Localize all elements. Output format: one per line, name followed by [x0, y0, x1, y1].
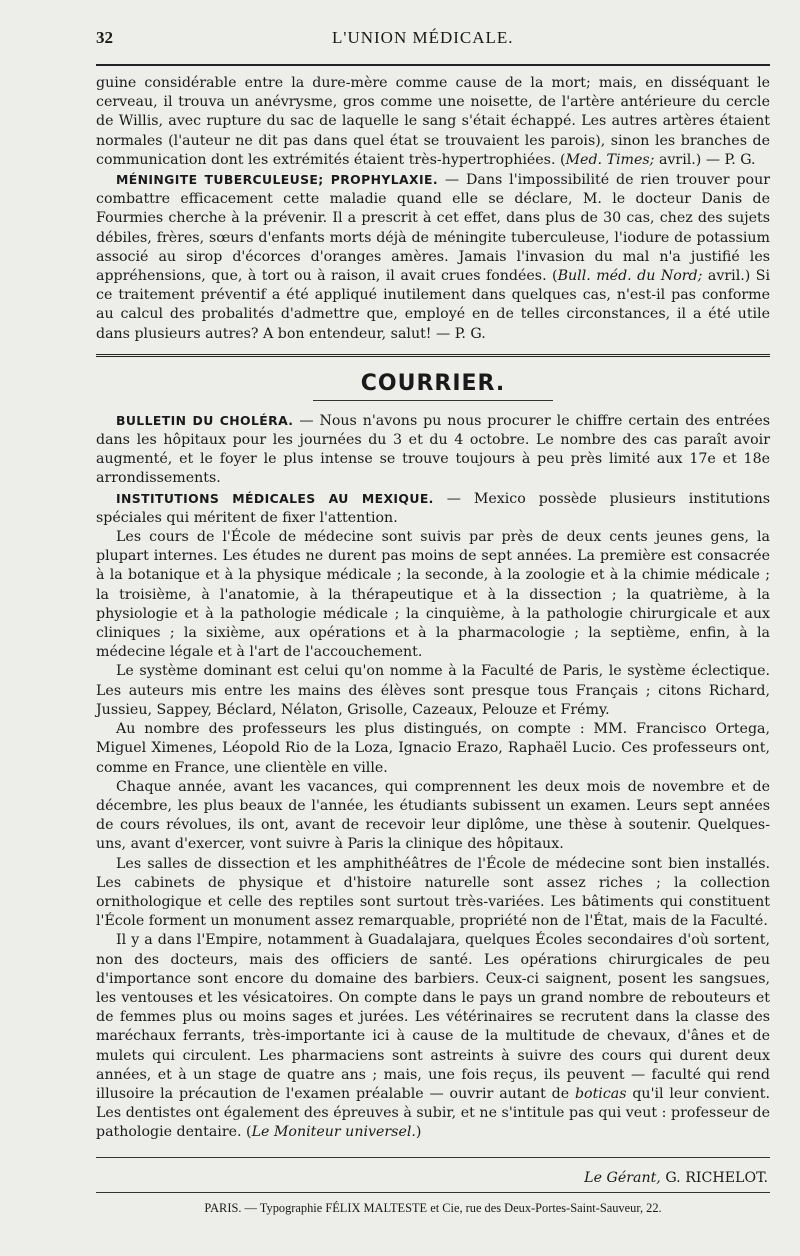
paragraph-aneurysm: guine considérable entre la dure-mère comme cause de la mort; mais, en disséquant le cerveau, il trouva un anévrysme, gros comme une noisette, de l'artère antérieure du cercle de Willis, avec rupture du sac de laquelle le sang s'était échappé. Les autres artères étaient normales (l'auteur ne dit pas dans quel état se trouvaient les parois), sinon les branches de communication dont les extrémités étaient très-hypertrophiées. (Med. Times; avril.) — P. G. [96, 75, 770, 168]
paragraph-cholera: BULLETIN DU CHOLÉRA. — Nous n'avons pu nous procurer le chiffre certain des entrées dans les hôpitaux pour les journées du 3 et du 4 octobre. Le nombre des cas paraît avoir augmenté, et le foyer le plus intense se trouve toujours à peu près limité aux 17e et 18e arrondissements. [96, 412, 770, 487]
page-header [96, 0, 770, 58]
paragraph-mexique-intro: INSTITUTIONS MÉDICALES AU MEXIQUE. — Mexico possède plusieurs institutions spéciales qui méritent de fixer l'attention. [96, 490, 770, 526]
page-number: 32 [96, 28, 113, 47]
paragraph-empire: Il y a dans l'Empire, notamment à Guadalajara, quelques Écoles secondaires d'où sortent, non des docteurs, mais des officiers de santé. Les opérations chirurgicales de peu d'importance sont encore du domaine des barbiers. Ceux-ci saignent, posent les sangsues, les ventouses et les vésicatoires. On compte dans le pays un grand nombre de rebouteurs et de femmes plus ou moins sages et jurées. Les vétérinaires se recrutent dans la classe des maréchaux ferrants, très-importante ici à cause de la multitude de chevaux, d'ânes et de mulets qui circulent. Les pharmaciens sont astreints à suivre des cours qui durent deux années, et à un stage de quatre ans ; mais, une fois reçus, ils peuvent — faculté qui rend illusoire la précaution de l'examen préalable — ouvrir autant de boticas qu'il leur convient. Les dentistes ont également des épreuves à subir, et ne s'intitule pas qui veut : professeur de pathologie dentaire. (Le Moniteur universel.) [96, 932, 771, 1141]
footer-rule [96, 1157, 770, 1158]
mexique-heading: INSTITUTIONS MÉDICALES AU MEXIQUE. [116, 490, 434, 506]
imprint-rule [96, 1192, 770, 1193]
section-title-courrier: COURRIER. [360, 370, 506, 396]
paragraph-ecole-cours: Les cours de l'École de médecine sont suivis par près de deux cents jeunes gens, la plupart internes. Les études ne durent pas moins de sept années. La première est consacrée à la botanique et à la physique médicale ; la seconde, à la zoologie et à la chimie médicale ; la troisième, à l'anatomie, à la thérapeutique et à la dissection ; la quatrième, à la physiologie et à la pathologie médicale ; la cinquième, à la pathologie chirurgicale et aux cliniques ; la sixième, aux opérations et à la pharmacologie ; la septième, enfin, à la médecine légale et à l'art de l'accouchement. [96, 529, 770, 661]
running-title: L'UNION MÉDICALE. [332, 28, 514, 47]
signature: Le Gérant, G. RICHELOT. [584, 1169, 768, 1186]
imprint: PARIS. — Typographie FÉLIX MALTESTE et Cie, rue des Deux-Portes-Saint-Sauveur, 22. [204, 1200, 662, 1215]
paragraph-salles: Les salles de dissection et les amphithéâtres de l'École de médecine sont bien installés. Les cabinets de physique et d'histoire naturelle sont assez riches ; la collection ornithologique et celle des reptiles sont surtout très-variées. Les bâtiments qui constituent l'École forment un monument assez remarquable, propriété non de l'État, mais de la Faculté. [96, 855, 770, 930]
paragraph-systeme: Le système dominant est celui qu'on nomme à la Faculté de Paris, le système éclectique. Les auteurs mis entre les mains des élèves sont presque tous Français ; citons Richard, Jussieu, Sappey, Béclard, Nélaton, Grisolle, Cazeaux, Pelouze et Frémy. [96, 663, 770, 718]
meningite-heading: MÉNINGITE TUBERCULEUSE; PROPHYLAXIE. [116, 172, 438, 188]
paragraph-professeurs: Au nombre des professeurs les plus distingués, on compte : MM. Francisco Ortega, Miguel Ximenes, Léopold Rio de la Loza, Ignacio Erazo, Raphaël Lucio. Ces professeurs ont, comme en France, une clientèle en ville. [96, 721, 770, 776]
paragraph-examens: Chaque année, avant les vacances, qui comprennent les deux mois de novembre et de décembre, les plus beaux de l'année, les étudiants subissent un examen. Leurs sept années de cours révolues, ils ont, avant de recevoir leur diplôme, une thèse à soutenir. Quelques-uns, avant d'exercer, vont suivre à Paris la clinique des hôpitaux. [96, 778, 770, 853]
header-rule [96, 64, 770, 66]
title-underline [313, 400, 553, 401]
paragraph-meningite: MÉNINGITE TUBERCULEUSE; PROPHYLAXIE. — Dans l'impossibilité de rien trouver pour combattre efficacement cette maladie quand elle se déclare, M. le docteur Danis de Fourmies cherche à la prévenir. Il a prescrit à cet effet, dans plus de 30 cas, chez des sujets débiles, frères, sœurs d'enfants morts déjà de méningite tuberculeuse, l'iodure de potassium associé au sirop d'écorces d'oranges amères. Jamais l'invasion du mal n'a justifié les appréhensions, que, à tort ou à raison, il avait crues fondées. (Bull. méd. du Nord; avril.) Si ce traitement préventif a été appliqué inutilement dans quelques cas, n'est-il pas conforme au calcul des probalités d'admettre que, employé en de telles circonstances, il a été utile dans plusieurs autres? A bon entendeur, salut! — P. G. [96, 172, 771, 342]
section-divider [96, 354, 770, 357]
cholera-heading: BULLETIN DU CHOLÉRA. [116, 412, 294, 428]
